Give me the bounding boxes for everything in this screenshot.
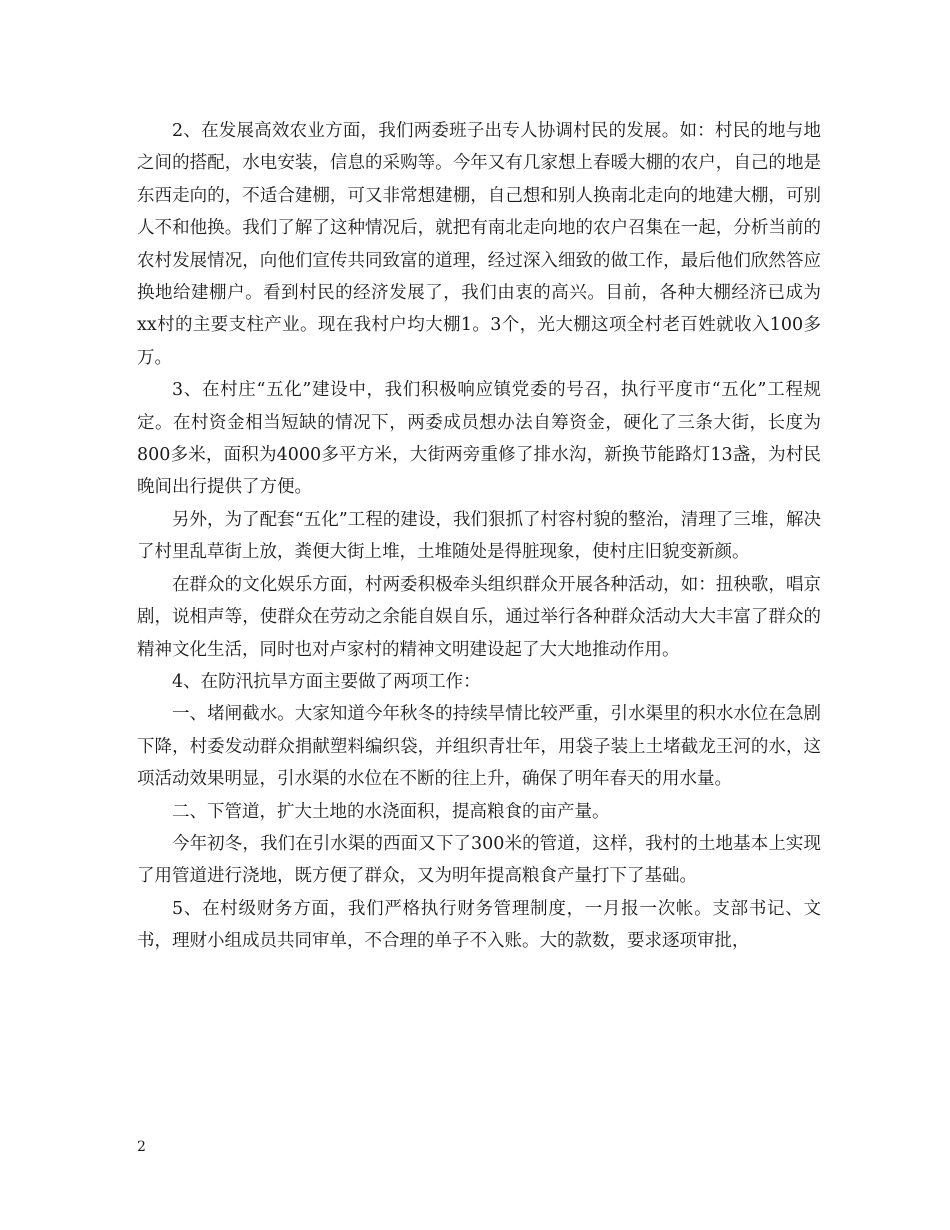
paragraph-village-construction: 3、在村庄“五化”建设中，我们积极响应镇党委的号召，执行平度市“五化”工程规定。在村资金相当短缺的情况下，两委成员想办法自筹资金，硬化了三条大街，长度为800多米，面积为4000多平方米，大街两旁重修了排水沟，新换节能路灯13盏，为村民晚间出行提供了方便。 — [137, 380, 821, 498]
paragraph-flood-drought-heading: 4、在防汛抗旱方面主要做了两项工作： — [172, 671, 481, 692]
paragraph-pipeline-heading: 二、下管道，扩大土地的水浇面积，提高粮食的亩产量。 — [172, 801, 610, 822]
paragraph-culture: 在群众的文化娱乐方面，村两委积极牵头组织群众开展各种活动，如：扭秧歌，唱京剧，说相声等，使群众在劳动之余能自娱自乐，通过举行各种群众活动大大丰富了群众的精神文化生活，同时也对卢家村的精神文明建设起了大大地推动作用。 — [137, 574, 821, 660]
paragraph-pipeline: 今年初冬，我们在引水渠的西面又下了300米的管道，这样，我村的土地基本上实现了用管道进行浇地，既方便了群众，又为明年提高粮食产量打下了基础。 — [137, 833, 821, 887]
paragraph-agriculture: 2、在发展高效农业方面，我们两委班子出专人协调村民的发展。如：村民的地与地之间的搭配，水电安装，信息的采购等。今年又有几家想上春暖大棚的农户，自己的地是东西走向的，不适合建棚，可又非常想建棚，自己想和别人换南北走向的地建大棚，可别人不和他换。我们了解了这种情况后，就把有南北走向地的农户召集在一起，分析当前的农村发展情况，向他们宣传共同致富的道理，经过深入细致的做工作，最后他们欣然答应换地给建棚户。看到村民的经济发展了，我们由衷的高兴。目前，各种大棚经济已成为xx村的主要支柱产业。现在我村户均大棚1。3个，光大棚这项全村老百姓就收入100多万。 — [137, 121, 821, 368]
document-body — [137, 115, 821, 958]
paragraph-finance: 5、在村级财务方面，我们严格执行财务管理制度，一月报一次帐。支部书记、文书，理财小组成员共同审单，不合理的单子不入账。大的款数，要求逐项审批， — [137, 898, 821, 952]
paragraph-village-appearance: 另外，为了配套“五化”工程的建设，我们狠抓了村容村貌的整治，清理了三堆，解决了村里乱草街上放，粪便大街上堆，土堆随处是得脏现象，使村庄旧貌变新颜。 — [137, 509, 821, 563]
page-number: 2 — [137, 1139, 146, 1155]
paragraph-water-blocking: 一、堵闸截水。大家知道今年秋冬的持续旱情比较严重，引水渠里的积水水位在急剧下降，村委发动群众捐献塑料编织袋，并组织青壮年，用袋子装上土堵截龙王河的水，这项活动效果明显，引水渠的水位在不断的往上升，确保了明年春天的用水量。 — [137, 704, 821, 790]
